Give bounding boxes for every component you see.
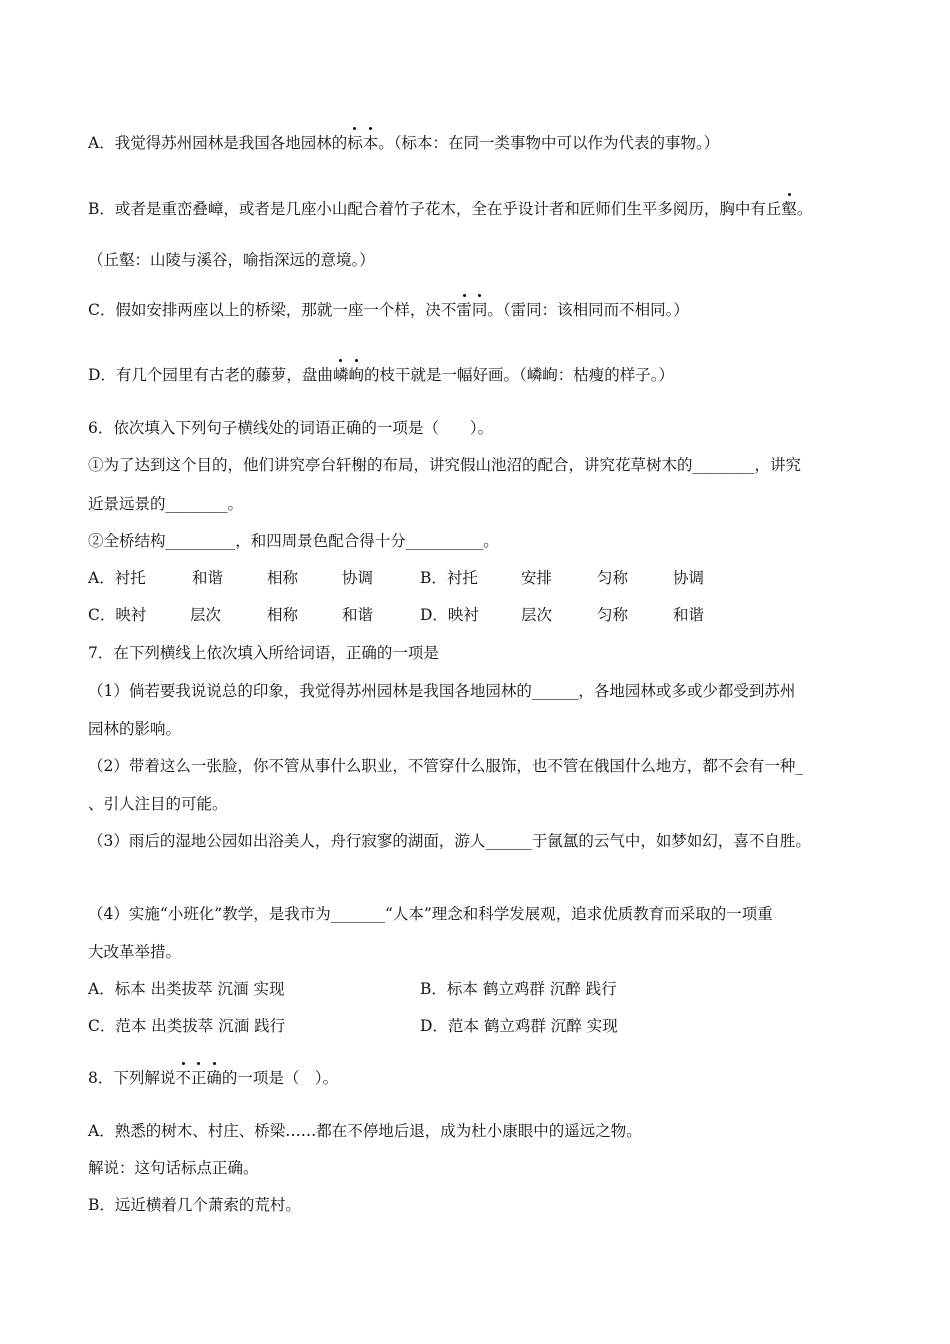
q8-option-a-explanation: 解说：这句话标点正确。 [88, 1159, 259, 1177]
q7-sentence-2b: 、引人注目的可能。 [88, 795, 228, 813]
q6-option-b-word-3: 匀称 [597, 569, 629, 587]
q6-option-c-word-4: 和谐 [342, 606, 374, 624]
q5-option-a-post: 。（标本：在同一类事物中可以作为代表的事物。） [378, 134, 720, 152]
q6-option-b-word-4: 协调 [673, 569, 705, 587]
q5-option-b-gloss: （丘壑：山陵与溪谷，喻指深远的意境。） [88, 251, 375, 269]
q7-option-a: A．标本 出类拔萃 沉湎 实现 [88, 980, 285, 998]
q8-option-a: A．熟悉的树木、村庄、桥梁……都在不停地后退，成为杜小康眼中的遥远之物。 [88, 1122, 642, 1140]
q6-option-b-word-2: 安排 [521, 569, 553, 587]
q5-option-a-pre: A．我觉得苏州园林是我国各地园林的 [88, 134, 348, 152]
q5-option-b-pre: B．或者是重峦叠嶂，或者是几座小山配合着竹子花木，全在乎设计者和匠师们生平多阅历，胸中有丘 [88, 200, 782, 218]
emphasis-char: 同 [471, 301, 488, 319]
emphasis-char: 确 [206, 1069, 222, 1087]
emphasis-char: 壑 [781, 200, 797, 218]
q7-option-d: D．范本 鹤立鸡群 沉醉 实现 [420, 1017, 618, 1035]
q6-option-d-word-3: 匀称 [597, 606, 629, 624]
q6-option-a-word-3: 相称 [267, 569, 299, 587]
q7-sentence-4a: （4）实施“小班化”教学，是我市为_______“人本”理念和科学发展观，追求优质教育而采取的一项重 [88, 905, 773, 923]
q6-option-d-word-2: 层次 [521, 606, 553, 624]
q5-option-c-pre: C．假如安排两座以上的桥梁，那就一座一个样，决不 [88, 301, 457, 319]
q7-sentence-4b: 大改革举措。 [88, 943, 182, 961]
q5-option-c-post: 。（雷同：该相同而不相同。） [487, 301, 689, 319]
q6-option-a-word-1: A．衬托 [88, 569, 146, 587]
q6-option-d-word-4: 和谐 [673, 606, 705, 624]
emphasis-char: 本 [362, 134, 379, 152]
q5-option-c [88, 299, 689, 321]
emphasis-char: 嶙 [332, 366, 349, 384]
q6-option-c-word-1: C．映衬 [88, 606, 147, 624]
q6-option-b-word-1: B．衬托 [420, 569, 478, 587]
q6-option-c-word-3: 相称 [267, 606, 299, 624]
q8-option-b: B．远近横着几个萧索的荒村。 [88, 1196, 301, 1214]
q6-option-c-word-2: 层次 [190, 606, 222, 624]
q8-stem-pre: 8．下列解说 [88, 1069, 176, 1087]
q7-sentence-1b: 园林的影响。 [88, 720, 182, 738]
q5-option-d-pre: D．有几个园里有古老的藤萝，盘曲 [88, 366, 333, 384]
q7-sentence-2a: （2）带着这么一张脸，你不管从事什么职业，不管穿什么服饰，也不管在俄国什么地方，都不会有一种_ [88, 757, 804, 775]
q6-option-d-word-1: D．映衬 [420, 606, 479, 624]
q8-stem [88, 1067, 338, 1089]
q7-option-b: B．标本 鹤立鸡群 沉醉 践行 [420, 980, 617, 998]
q5-option-b-post: 。 [796, 200, 813, 218]
emphasis-char: 正 [190, 1069, 207, 1087]
q6-option-a-word-4: 协调 [342, 569, 374, 587]
q8-stem-post: 的一项是（ ）。 [221, 1069, 339, 1087]
q5-option-d-post: 的枝干就是一幅好画。（嶙峋：枯瘦的样子。） [363, 366, 674, 384]
q6-sentence-1a: ①为了达到这个目的，他们讲究亭台轩榭的布局，讲究假山池沼的配合，讲究花草树木的________，讲究 [88, 456, 802, 474]
q5-option-d [88, 364, 674, 386]
emphasis-char: 标 [347, 134, 363, 152]
q7-stem: 7．在下列横线上依次填入所给词语，正确的一项是 [88, 644, 439, 662]
q5-option-b [88, 198, 812, 220]
q6-stem: 6．依次填入下列句子横线处的词语正确的一项是（ ）。 [88, 419, 494, 437]
emphasis-char: 峋 [348, 366, 364, 384]
q7-sentence-3: （3）雨后的湿地公园如出浴美人，舟行寂寥的湖面，游人______于氤氲的云气中，如梦如幻，喜不自胜。 [88, 832, 811, 850]
q6-option-a-word-2: 和谐 [192, 569, 224, 587]
q5-option-a [88, 132, 719, 154]
q7-sentence-1a: （1）倘若要我说说总的印象，我觉得苏州园林是我国各地园林的______，各地园林或多或少都受到苏州 [88, 682, 796, 700]
q6-sentence-1b: 近景远景的________。 [88, 495, 244, 513]
emphasis-char: 雷 [456, 301, 472, 319]
emphasis-char: 不 [175, 1069, 191, 1087]
q6-sentence-2: ②全桥结构_________，和四周景色配合得十分__________。 [88, 532, 499, 550]
q7-option-c: C．范本 出类拔萃 沉湎 践行 [88, 1017, 286, 1035]
